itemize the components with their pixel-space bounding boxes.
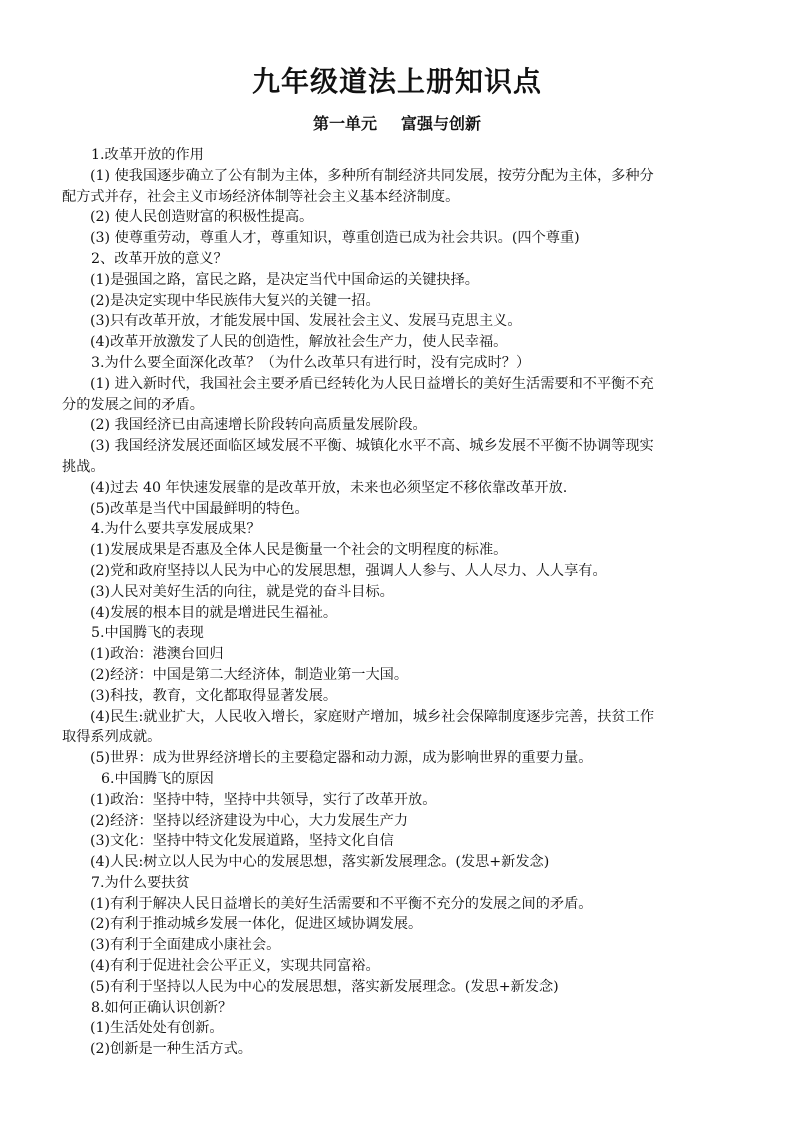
text-line: (1)政治：坚持中特，坚持中共领导，实行了改革开放。 — [90, 791, 437, 808]
text-line: 6.中国腾飞的原因 — [101, 770, 214, 787]
text-line: (3)有利于全面建成小康社会。 — [90, 937, 281, 954]
text-line: (3) 使尊重劳动，尊重人才，尊重知识，尊重创造已成为社会共识。(四个尊重) — [90, 230, 580, 247]
text-line: (2)经济：坚持以经济建设为中心，大力发展生产力 — [90, 812, 409, 829]
text-line: (5)有利于坚持以人民为中心的发展思想，落实新发展理念。(发思+新发念) — [90, 978, 559, 995]
text-line: (4)改革开放激发了人民的创造性，解放社会生产力，使人民幸福。 — [90, 334, 508, 351]
text-line: (1)政治：港澳台回归 — [90, 646, 224, 663]
text-line: (1)是强国之路，富民之路，是决定当代中国命运的关键抉择。 — [90, 271, 479, 288]
text-line: (1) 进入新时代，我国社会主要矛盾已经转化为人民日益增长的美好生活需要和不平衡不充 — [90, 375, 654, 392]
text-line: (4)有利于促进社会公平正义，实现共同富裕。 — [90, 958, 380, 975]
text-line: 8.如何正确认识创新？ — [91, 999, 233, 1016]
text-line: (2) 使人民创造财富的积极性提高。 — [90, 209, 314, 226]
unit-heading — [0, 112, 794, 136]
text-line: (3) 我国经济发展还面临区域发展不平衡、城镇化水平不高、城乡发展不平衡不协调等现实 — [90, 438, 654, 455]
text-line: 2、改革开放的意义？ — [91, 250, 228, 267]
text-line: 取得系列成就。 — [62, 729, 162, 746]
text-line: (3)人民对美好生活的向往，就是党的奋斗目标。 — [90, 583, 394, 600]
text-line: 挑战。 — [62, 458, 105, 475]
text-line: 5.中国腾飞的表现 — [91, 625, 204, 642]
text-line: (5)世界：成为世界经济增长的主要稳定器和动力源，成为影响世界的重要力量。 — [90, 750, 593, 767]
unit-number: 第一单元 — [312, 114, 377, 133]
text-line: (2) 我国经济已由高速增长阶段转向高质量发展阶段。 — [90, 417, 427, 434]
text-line: (4)民生:就业扩大，人民收入增长，家庭财产增加，城乡社会保障制度逐步完善，扶贫工作 — [90, 708, 655, 725]
text-line: (3)只有改革开放，才能发展中国、发展社会主义、发展马克思主义。 — [90, 313, 522, 330]
document-body — [62, 145, 734, 1060]
text-line: (1) 使我国逐步确立了公有制为主体，多种所有制经济共同发展，按劳分配为主体，多种分 — [90, 167, 654, 184]
text-line: (2)党和政府坚持以人民为中心的发展思想，强调人人参与、人人尽力、人人享有。 — [90, 562, 607, 579]
text-line: (2)创新是一种生活方式。 — [90, 1041, 252, 1058]
text-line: (3)科技，教育，文化都取得显著发展。 — [90, 687, 338, 704]
unit-name: 富强与创新 — [401, 114, 482, 133]
document-title: 九年级道法上册知识点 — [251, 65, 542, 98]
text-line: (2)是决定实现中华民族伟大复兴的关键一招。 — [90, 292, 380, 309]
text-line: (1)有利于解决人民日益增长的美好生活需要和不平衡不充分的发展之间的矛盾。 — [90, 895, 593, 912]
text-line: 4.为什么要共享发展成果？ — [91, 521, 261, 538]
text-line: (2)经济：中国是第二大经济体，制造业第一大国。 — [90, 666, 409, 683]
text-line: 分的发展之间的矛盾。 — [62, 396, 204, 413]
text-line: 3.为什么要全面深化改革？（为什么改革只有进行时，没有完成时？） — [91, 354, 531, 371]
text-line: (1)生活处处有创新。 — [90, 1020, 224, 1037]
text-line: (2)有利于推动城乡发展一体化，促进区域协调发展。 — [90, 916, 423, 933]
text-line: 7.为什么要扶贫 — [91, 874, 190, 891]
text-line: (4)发展的根本目的就是增进民生福祉。 — [90, 604, 338, 621]
text-line: (3)文化：坚持中特文化发展道路，坚持文化自信 — [90, 833, 394, 850]
text-line: (5)改革是当代中国最鲜明的特色。 — [90, 500, 309, 517]
text-line: (4)过去 40 年快速发展靠的是改革开放，未来也必须坚定不移依靠改革开放. — [90, 479, 568, 496]
text-line: 1.改革开放的作用 — [91, 147, 204, 163]
text-line: (4)人民:树立以人民为中心的发展思想，落实新发展理念。(发思+新发念) — [90, 854, 550, 871]
text-line: (1)发展成果是否惠及全体人民是衡量一个社会的文明程度的标准。 — [90, 542, 508, 559]
text-line: 配方式并存，社会主义市场经济体制等社会主义基本经济制度。 — [62, 188, 460, 205]
